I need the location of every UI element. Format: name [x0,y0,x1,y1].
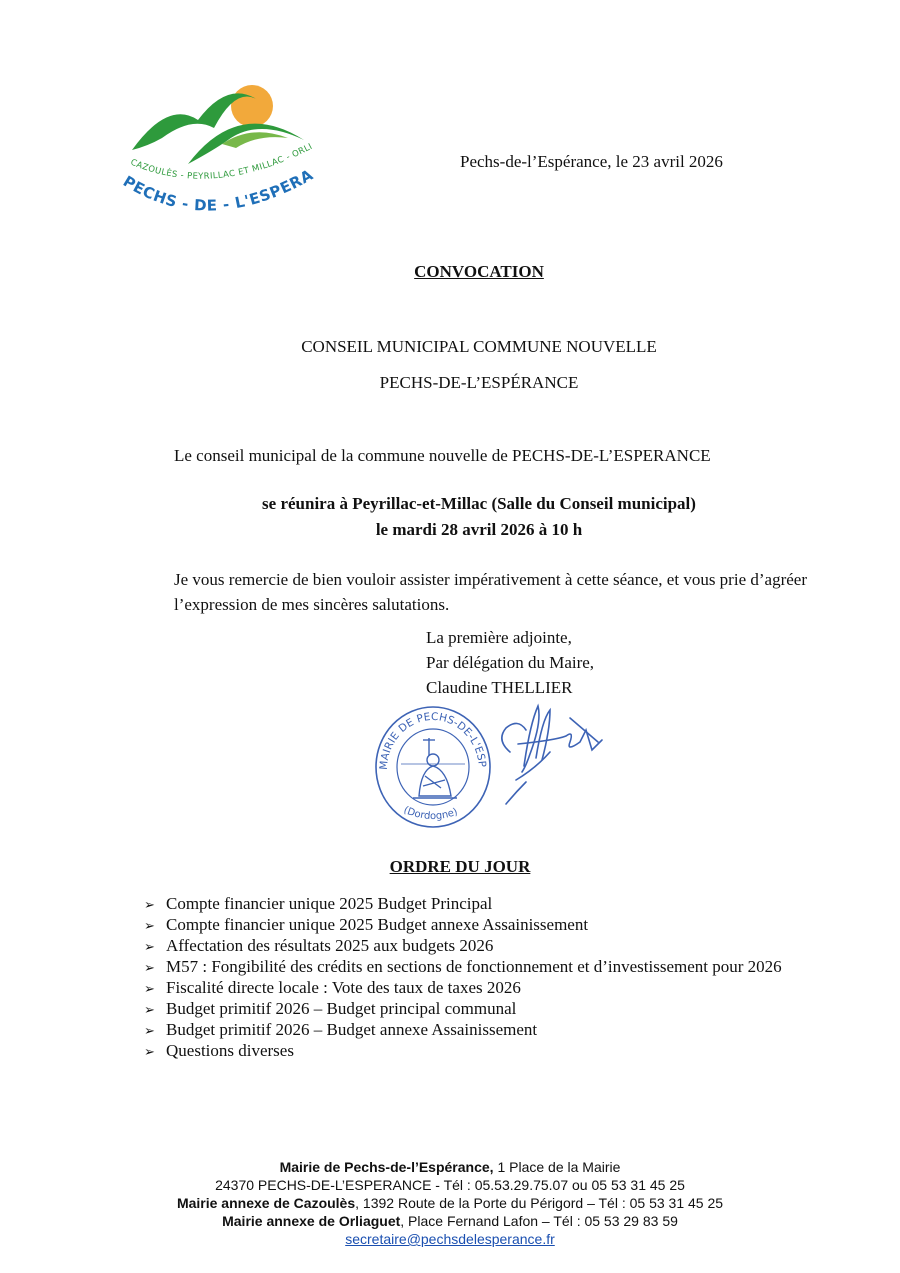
logo-main-text: PECHS - DE - L'ESPERA [119,165,317,215]
footer-orliaguet-name: Mairie annexe de Orliaguet [222,1213,401,1229]
arrow-bullet-icon: ➢ [144,898,155,913]
municipality-logo [118,78,328,238]
list-item [144,977,864,998]
arrow-bullet-icon: ➢ [144,1024,155,1039]
arrow-bullet-icon: ➢ [144,1045,155,1060]
footer-email-row [0,1230,900,1248]
footer-orliaguet-address: , Place Fernand Lafon – Tél : 05 53 29 83 59 [400,1213,678,1229]
footer-main-office [0,1158,900,1176]
body-paragraph: Je vous remercie de bien vouloir assister impérativement à cette séance, et vous prie d’agréer l’expression de mes sincères salutations. [174,570,807,614]
list-item [144,935,864,956]
arrow-bullet-icon: ➢ [144,961,155,976]
list-item [144,914,864,935]
arrow-bullet-icon: ➢ [144,1003,155,1018]
arrow-bullet-icon: ➢ [144,982,155,997]
footer-main-office-address: 1 Place de la Mairie [493,1159,621,1175]
signatory-role: La première adjointe, [426,628,572,647]
logo-top-text: CAZOULÈS - PEYRILLAC ET MILLAC - ORLI [128,141,315,182]
meeting-datetime: le mardi 28 avril 2026 à 10 h [375,520,583,539]
marianne-icon [401,738,465,798]
list-item [144,1019,864,1040]
arrow-bullet-icon: ➢ [144,940,155,955]
intro-text: Le conseil municipal de la commune nouvelle de PECHS-DE-L’ESPERANCE [174,446,711,465]
footer-orliaguet-office [0,1212,900,1230]
svg-text:MAIRIE DE PECHS-DE-L'ESPERANCE [373,704,488,770]
agenda-item-text: Questions diverses [166,1041,294,1060]
agenda-item-text: Compte financier unique 2025 Budget annexe Assainissement [166,915,589,934]
list-item [144,956,864,977]
arrow-bullet-icon: ➢ [144,919,155,934]
agenda-item-text: Budget primitif 2026 – Budget annexe Assainissement [166,1020,538,1039]
svg-text:CAZOULÈS - PEYRILLAC ET MILLAC [118,78,314,182]
handwritten-signature [496,700,616,810]
agenda-item-text: Affectation des résultats 2025 aux budgets 2026 [166,936,494,955]
agenda-item-text: Budget primitif 2026 – Budget principal communal [166,999,517,1018]
footer-cazoules-office [0,1194,900,1212]
signatory-delegation: Par délégation du Maire, [426,653,595,672]
document-title: CONVOCATION [414,262,544,281]
footer-main-office-name: Mairie de Pechs-de-l’Espérance, [279,1159,494,1175]
subtitle-line-1: CONSEIL MUNICIPAL COMMUNE NOUVELLE [301,337,657,356]
footer-cazoules-address: , 1392 Route de la Porte du Périgord – Tél : 05 53 31 45 25 [355,1195,724,1211]
agenda-item-text: M57 : Fongibilité des crédits en sections de fonctionnement et d’investissement pour 2026 [166,957,782,976]
agenda-list [144,893,864,1061]
subtitle-line-2: PECHS-DE-L’ESPÉRANCE [379,373,579,392]
list-item [144,998,864,1019]
footer-contact: 24370 PECHS-DE-L’ESPERANCE - Tél : 05.53.29.75.07 ou 05 53 31 45 25 [215,1177,685,1193]
agenda-item-text: Fiscalité directe locale : Vote des taux de taxes 2026 [166,978,521,997]
official-stamp [373,704,493,830]
stamp-ring-text: MAIRIE DE PECHS-DE-L'ESP [377,710,489,771]
footer-cazoules-name: Mairie annexe de Cazoulès [176,1195,356,1211]
date-line: Pechs-de-l’Espérance, le 23 avril 2026 [460,152,723,171]
list-item [144,893,864,914]
list-item [144,1040,864,1061]
meeting-location: se réunira à Peyrillac-et-Millac (Salle du Conseil municipal) [262,494,696,513]
stamp-bottom-text: (Dordogne) [401,804,460,823]
agenda-title: ORDRE DU JOUR [389,857,531,876]
email-link[interactable]: secretaire@pechsdelesperance.fr [345,1231,555,1247]
svg-text:(Dordogne) [402,805,459,822]
agenda-item-text: Compte financier unique 2025 Budget Principal [166,894,493,913]
signatory-name: Claudine THELLIER [426,678,573,697]
